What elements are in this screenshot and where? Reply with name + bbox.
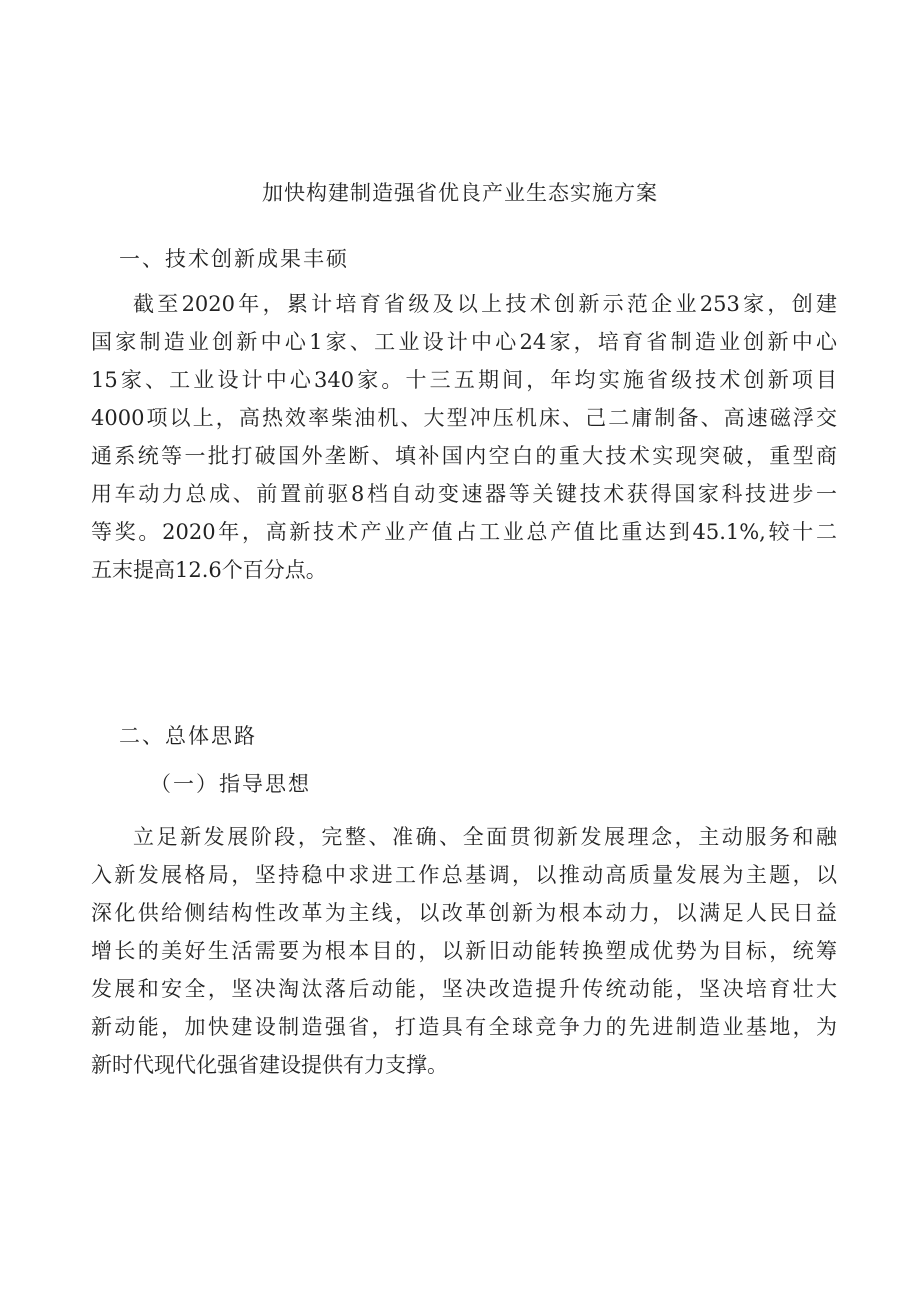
paragraph-line: 国家制造业创新中心1家、工业设计中心24家，培育省制造业创新中心: [91, 330, 837, 354]
paragraph-line: 截至2020年，累计培育省级及以上技术创新示范企业253家，创建: [133, 292, 837, 316]
section-heading-overall-thinking: 二、总体思路: [119, 724, 257, 748]
paragraph-line: 入新发展格局，坚持稳中求进工作总基调，以推动高质量发展为主题，以: [91, 863, 837, 887]
subsection-heading-guiding-ideology: （一）指导思想: [150, 772, 311, 796]
paragraph-innovation: [91, 285, 837, 589]
paragraph-line: 新时代现代化强省建设提供有力支撑。: [91, 1053, 448, 1077]
paragraph-line: 4000项以上，高热效率柴油机、大型冲压机床、己二庸制备、高速磁浮交: [91, 406, 837, 430]
paragraph-line: 新动能，加快建设制造强省，打造具有全球竞争力的先进制造业基地，为: [91, 1015, 837, 1039]
paragraph-line: 发展和安全，坚决淘汰落后动能，坚决改造提升传统动能，坚决培育壮大: [91, 977, 837, 1001]
paragraph-line: 15家、工业设计中心340家。十三五期间，年均实施省级技术创新项目: [91, 368, 837, 392]
paragraph-line: 深化供给侧结构性改革为主线，以改革创新为根本动力，以满足人民日益: [91, 901, 837, 925]
paragraph-line: 增长的美好生活需要为根本目的，以新旧动能转换塑成优势为目标，统筹: [91, 939, 837, 963]
paragraph-line: 通系统等一批打破国外垄断、填补国内空白的重大技术实现突破，重型商: [91, 444, 837, 468]
section-heading-innovation: 一、技术创新成果丰硕: [119, 247, 349, 271]
paragraph-guiding-ideology: [91, 818, 837, 1084]
paragraph-line: 五末提高12.6个百分点。: [91, 558, 327, 582]
paragraph-line: 等奖。2020年，高新技术产业产值占工业总产值比重达到45.1%,较十二: [91, 520, 837, 544]
document-title: 加快构建制造强省优良产业生态实施方案: [262, 181, 658, 205]
paragraph-line: 用车动力总成、前置前驱8档自动变速器等关键技术获得国家科技进步一: [91, 482, 837, 506]
paragraph-line: 立足新发展阶段，完整、准确、全面贯彻新发展理念，主动服务和融: [133, 825, 837, 849]
